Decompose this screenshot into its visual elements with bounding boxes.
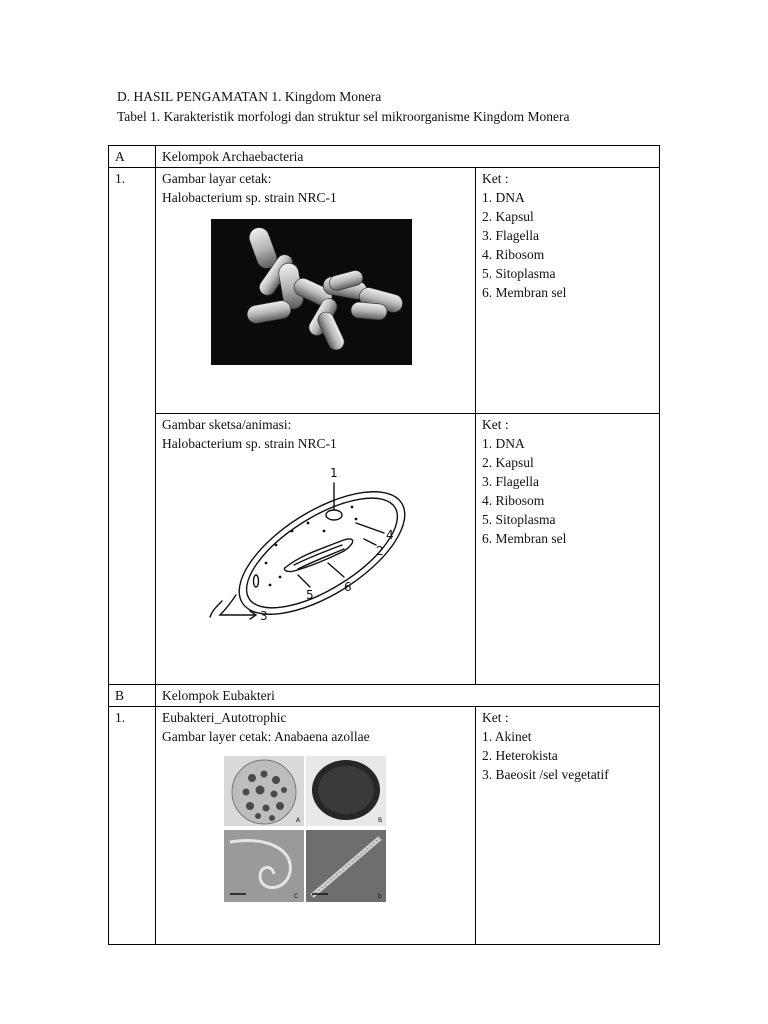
table-row	[109, 707, 660, 945]
ket-item: 3. Flagella	[482, 474, 539, 489]
row-number: 1.	[109, 707, 156, 945]
photo-cell	[156, 168, 476, 414]
ket-cell	[476, 707, 660, 945]
table-caption: Tabel 1. Karakteristik morfologi dan struktur sel mikroorganisme Kingdom Monera	[117, 109, 570, 124]
panel-letter: b	[378, 893, 382, 900]
ket-item: 6. Membran sel	[482, 531, 567, 546]
ket-item: 6. Membran sel	[482, 285, 567, 300]
ket-item: 4. Ribosom	[482, 247, 545, 262]
ket-item: 1. DNA	[482, 436, 525, 451]
ket-item: 5. Sitoplasma	[482, 266, 556, 281]
callout-label: 4	[386, 528, 394, 542]
photo-cell	[156, 707, 476, 945]
callout-label: 6	[344, 580, 352, 594]
ket-item: 4. Ribosom	[482, 493, 545, 508]
callout-label: 2	[376, 544, 384, 558]
ket-item: 1. Akinet	[482, 729, 532, 744]
photo-label: Eubakteri_Autotrophic	[162, 710, 287, 725]
ket-cell	[476, 414, 660, 685]
section-heading: D. HASIL PENGAMATAN 1. Kingdom Monera	[117, 89, 382, 104]
photo-species: Gambar layer cetak: Anabaena azollae	[162, 729, 370, 744]
panel-letter: C	[294, 893, 299, 900]
halobacterium-micrograph	[211, 219, 469, 365]
observation-table	[108, 145, 660, 945]
ket-item: 3. Baeosit /sel vegetatif	[482, 767, 609, 782]
row-number: 1.	[109, 168, 156, 685]
table-row	[109, 414, 660, 685]
panel-letter: B	[378, 817, 383, 824]
sketch-species: Halobacterium sp. strain NRC-1	[162, 436, 337, 451]
ket-item: 5. Sitoplasma	[482, 512, 556, 527]
ket-item: 2. Heterokista	[482, 748, 558, 763]
table-row-section-b	[109, 685, 660, 707]
callout-label: 1	[330, 466, 338, 480]
ket-title: Ket :	[482, 710, 509, 725]
section-letter: A	[109, 146, 156, 168]
cell-sketch	[206, 459, 469, 629]
anabaena-micrograph-panels	[224, 756, 469, 902]
section-title: Kelompok Eubakteri	[156, 685, 660, 707]
ket-item: 2. Kapsul	[482, 209, 534, 224]
callout-label: 3	[260, 609, 268, 623]
ket-item: 1. DNA	[482, 190, 525, 205]
section-title: Kelompok Archaebacteria	[156, 146, 660, 168]
table-row-section-a	[109, 146, 660, 168]
ket-item: 2. Kapsul	[482, 455, 534, 470]
photo-species: Halobacterium sp. strain NRC-1	[162, 190, 337, 205]
table-row	[109, 168, 660, 414]
ket-title: Ket :	[482, 171, 509, 186]
sketch-label: Gambar sketsa/animasi:	[162, 417, 292, 432]
sketch-cell	[156, 414, 476, 685]
section-letter: B	[109, 685, 156, 707]
photo-label: Gambar layar cetak:	[162, 171, 272, 186]
ket-title: Ket :	[482, 417, 509, 432]
panel-letter: A	[296, 817, 301, 824]
callout-label: 5	[306, 588, 314, 602]
ket-cell	[476, 168, 660, 414]
ket-item: 3. Flagella	[482, 228, 539, 243]
